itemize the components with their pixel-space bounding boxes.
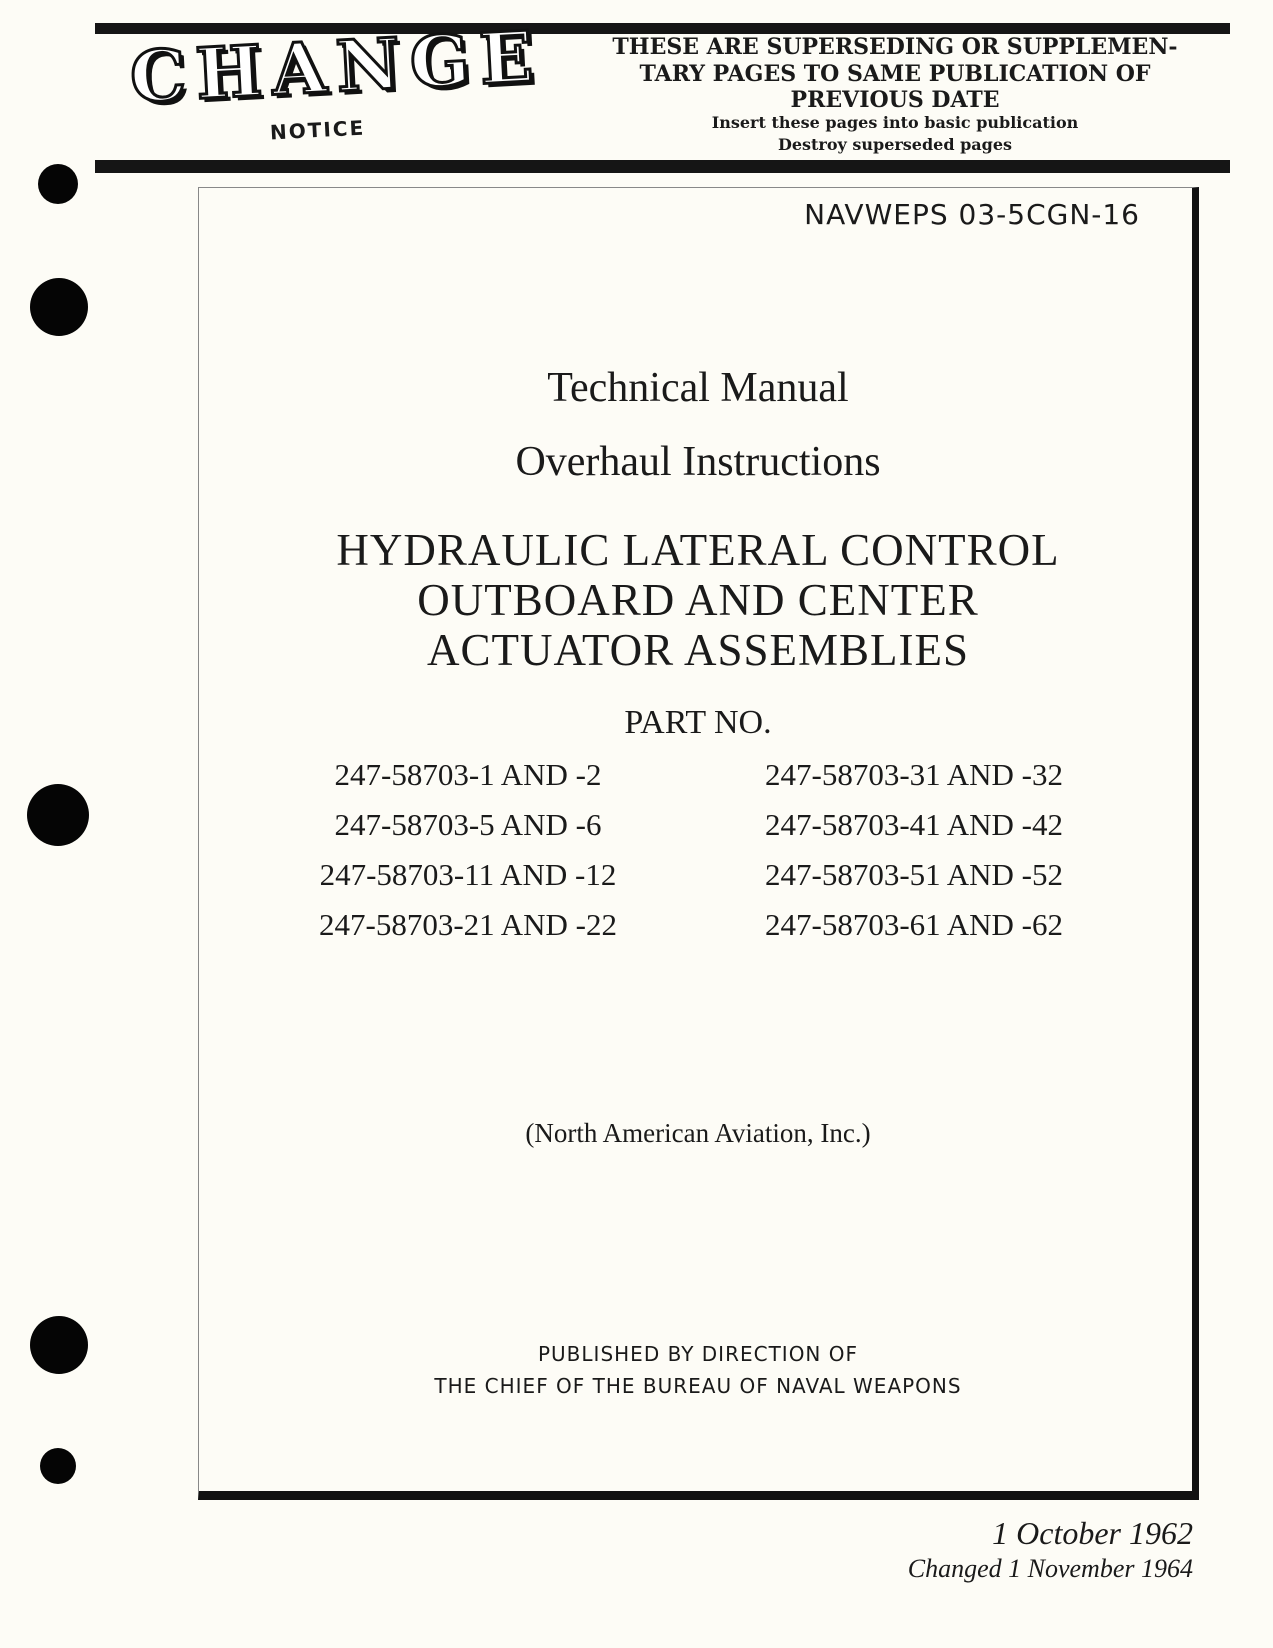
part-number: 247-58703-31 AND -32 bbox=[765, 757, 1063, 792]
title-line: OUTBOARD AND CENTER bbox=[417, 575, 979, 625]
issue-date: 1 October 1962 bbox=[992, 1515, 1193, 1551]
published-line: THE CHIEF OF THE BUREAU OF NAVAL WEAPONS bbox=[434, 1374, 962, 1398]
binder-hole bbox=[27, 784, 89, 846]
notice-label: NOTICE bbox=[269, 115, 366, 145]
document-subtitle: Overhaul Instructions bbox=[515, 439, 881, 485]
change-logo: CHANGE bbox=[128, 14, 546, 119]
supersede-line: PREVIOUS DATE bbox=[790, 87, 1000, 113]
part-number: 247-58703-1 AND -2 bbox=[334, 757, 602, 792]
binder-hole bbox=[40, 1448, 76, 1484]
supersede-line: TARY PAGES TO SAME PUBLICATION OF bbox=[639, 61, 1151, 87]
part-number: 247-58703-11 AND -12 bbox=[319, 857, 617, 892]
part-no-label: PART NO. bbox=[624, 704, 772, 741]
instruction-line: Insert these pages into basic publication bbox=[711, 113, 1079, 132]
supersede-line: THESE ARE SUPERSEDING OR SUPPLEMEN- bbox=[612, 34, 1178, 60]
document-type: Technical Manual bbox=[547, 365, 849, 411]
changed-date: Changed 1 November 1964 bbox=[907, 1554, 1193, 1583]
binder-hole bbox=[38, 164, 78, 204]
part-number: 247-58703-51 AND -52 bbox=[765, 857, 1063, 892]
published-line: PUBLISHED BY DIRECTION OF bbox=[537, 1342, 858, 1366]
part-number: 247-58703-61 AND -62 bbox=[765, 907, 1063, 942]
title-line: HYDRAULIC LATERAL CONTROL bbox=[336, 525, 1060, 575]
title-line: ACTUATOR ASSEMBLIES bbox=[426, 625, 969, 675]
instruction-line: Destroy superseded pages bbox=[777, 135, 1013, 154]
header-bottom-rule bbox=[95, 160, 1230, 173]
part-number: 247-58703-41 AND -42 bbox=[765, 807, 1063, 842]
manufacturer: (North American Aviation, Inc.) bbox=[525, 1118, 871, 1148]
binder-hole bbox=[30, 278, 88, 336]
binder-hole bbox=[30, 1316, 88, 1374]
part-number: 247-58703-5 AND -6 bbox=[334, 807, 602, 842]
publication-number: NAVWEPS 03-5CGN-16 bbox=[804, 198, 1140, 231]
part-number: 247-58703-21 AND -22 bbox=[319, 907, 617, 942]
